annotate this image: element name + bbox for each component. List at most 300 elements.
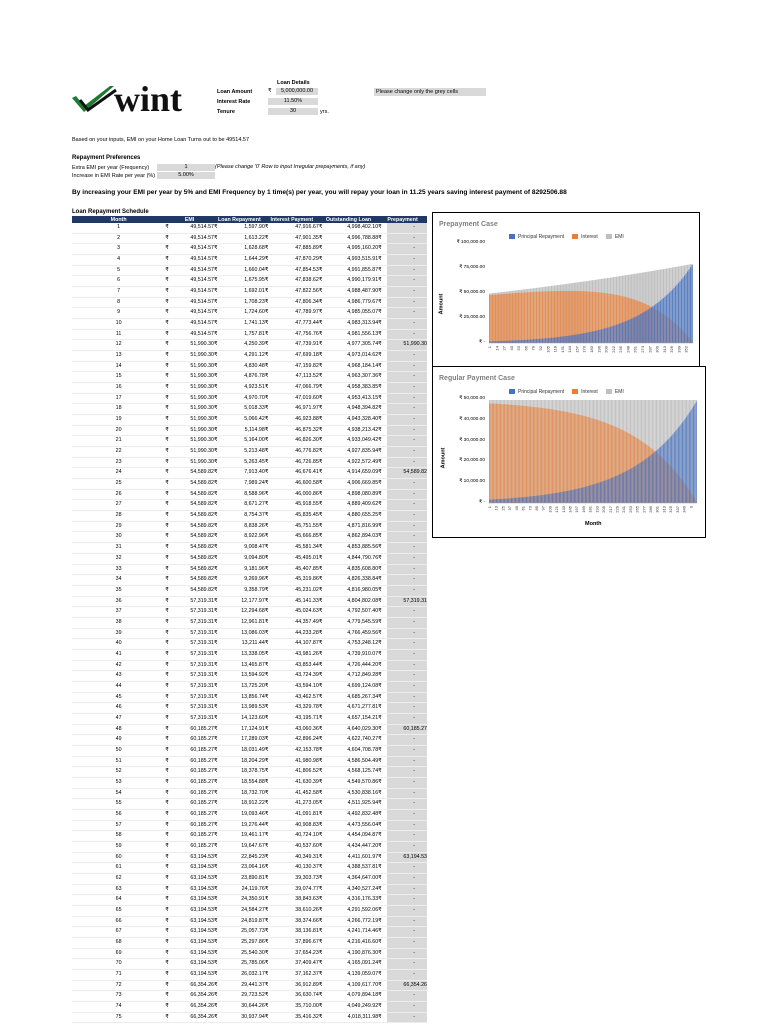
- principal-bar: [636, 316, 637, 343]
- prepayment-cell[interactable]: -: [387, 511, 427, 522]
- prepayment-cell[interactable]: -: [387, 820, 427, 831]
- prepayment-cell[interactable]: -: [387, 970, 427, 981]
- emi-cell: 63,194.53: [174, 873, 214, 884]
- x-tick-label: 337: [674, 506, 680, 513]
- bar-group: [516, 290, 517, 343]
- currency-cell: ₹: [265, 703, 273, 714]
- interest-payment-cell: 43,853.44: [273, 660, 319, 671]
- month-cell: 58: [72, 831, 165, 842]
- bar-group: [631, 274, 632, 343]
- prepayment-cell[interactable]: -: [387, 553, 427, 564]
- principal-bar: [542, 339, 543, 343]
- prepayment-cell[interactable]: -: [387, 649, 427, 660]
- table-row: [72, 297, 427, 308]
- prepayment-cell[interactable]: -: [387, 543, 427, 554]
- month-cell: 16: [72, 383, 165, 394]
- bar-group: [525, 289, 526, 343]
- principal-bar: [663, 298, 664, 343]
- principal-bar: [575, 335, 576, 343]
- currency-cell: ₹: [319, 681, 327, 692]
- x-tick-label: 131: [559, 346, 565, 353]
- outstanding-loan-cell: 4,753,248.12: [327, 639, 378, 650]
- currency-cell: ₹: [265, 1012, 273, 1023]
- currency-cell: ₹: [265, 393, 273, 404]
- prepayment-cell[interactable]: -: [387, 564, 427, 575]
- prepayment-cell[interactable]: -: [387, 244, 427, 255]
- extra-emi-input[interactable]: 1: [157, 164, 215, 171]
- table-row: [72, 671, 427, 682]
- interest-bar: [559, 291, 560, 343]
- prepayment-cell[interactable]: -: [387, 895, 427, 906]
- month-cell: 49: [72, 735, 165, 746]
- currency-cell: ₹: [265, 489, 273, 500]
- prepayment-cell[interactable]: -: [387, 959, 427, 970]
- prepayment-cell[interactable]: -: [387, 681, 427, 692]
- month-cell: 68: [72, 938, 165, 949]
- bar-group: [546, 286, 547, 343]
- currency-cell: ₹: [319, 884, 327, 895]
- prepayment-cell[interactable]: -: [387, 489, 427, 500]
- loan-repayment-cell: 4,923.51: [222, 383, 264, 394]
- check-mark-logo-icon: [70, 84, 118, 118]
- loan-repayment-cell: 1,675.95: [222, 276, 264, 287]
- currency-cell: ₹: [165, 479, 173, 490]
- prepayment-cell[interactable]: 54,589.82: [387, 468, 427, 479]
- table-row: [72, 735, 427, 746]
- month-cell: 12: [72, 340, 165, 351]
- interest-rate-label: Interest Rate: [217, 99, 251, 105]
- principal-bar: [633, 318, 634, 343]
- prepayment-cell[interactable]: -: [387, 532, 427, 543]
- currency-cell: ₹: [265, 553, 273, 564]
- currency-cell: ₹: [319, 575, 327, 586]
- currency-cell: ₹: [165, 831, 173, 842]
- prepayment-cell[interactable]: -: [387, 223, 427, 233]
- prepayment-cell[interactable]: -: [387, 788, 427, 799]
- currency-cell: ₹: [378, 553, 386, 564]
- bar-group: [622, 276, 623, 343]
- prepayment-cell[interactable]: -: [387, 639, 427, 650]
- loan-repayment-cell: 9,094.80: [222, 553, 264, 564]
- principal-bar: [637, 316, 638, 343]
- y-tick-label: ₹ 50,000.00: [459, 396, 485, 401]
- prepayment-cell[interactable]: -: [387, 607, 427, 618]
- prepayment-cell[interactable]: -: [387, 287, 427, 298]
- outstanding-loan-cell: 4,266,772.19: [327, 916, 378, 927]
- month-cell: 69: [72, 948, 165, 959]
- prepayment-cell[interactable]: -: [387, 447, 427, 458]
- chart1-title: Prepayment Case: [439, 221, 498, 228]
- interest-payment-cell: 37,409.47: [273, 959, 319, 970]
- currency-cell: ₹: [265, 340, 273, 351]
- principal-bar: [602, 329, 603, 343]
- loan-repayment-cell: 25,540.30: [222, 948, 264, 959]
- emi-cell: 54,589.82: [174, 575, 214, 586]
- prepayment-cell[interactable]: -: [387, 372, 427, 383]
- principal-bar: [534, 339, 535, 343]
- currency-cell: ₹: [378, 404, 386, 415]
- interest-bar: [497, 294, 498, 343]
- principal-bar: [536, 339, 537, 343]
- interest-bar: [542, 291, 543, 343]
- loan-repayment-cell: 25,297.86: [222, 938, 264, 949]
- outstanding-loan-cell: 4,568,125.74: [327, 767, 378, 778]
- principal-bar: [614, 325, 615, 343]
- interest-payment-cell: 45,581.34: [273, 543, 319, 554]
- principal-bar: [569, 336, 570, 343]
- principal-bar: [513, 340, 514, 343]
- prepayment-cell[interactable]: -: [387, 276, 427, 287]
- principal-bar: [651, 307, 652, 343]
- prepayment-cell[interactable]: -: [387, 863, 427, 874]
- x-tick-label: 170: [581, 346, 587, 353]
- prepayment-cell[interactable]: -: [387, 351, 427, 362]
- currency-cell: ₹: [319, 276, 327, 287]
- interest-bar: [560, 291, 561, 343]
- bar-group: [636, 274, 637, 343]
- currency-cell: ₹: [165, 361, 173, 372]
- currency-cell: ₹: [378, 841, 386, 852]
- currency-cell: ₹: [319, 980, 327, 991]
- currency-cell: ₹: [214, 457, 222, 468]
- currency-cell: ₹: [214, 383, 222, 394]
- prepayment-cell[interactable]: -: [387, 329, 427, 340]
- outstanding-loan-cell: 4,079,894.18: [327, 991, 378, 1002]
- month-cell: 42: [72, 660, 165, 671]
- prepayment-cell[interactable]: -: [387, 457, 427, 468]
- currency-cell: ₹: [165, 233, 173, 244]
- currency-cell: ₹: [265, 543, 273, 554]
- principal-bar: [604, 328, 605, 343]
- principal-bar: [512, 341, 513, 343]
- currency-cell: ₹: [165, 777, 173, 788]
- month-cell: 36: [72, 596, 165, 607]
- prepayment-cell[interactable]: -: [387, 255, 427, 266]
- principal-bar: [640, 314, 641, 343]
- loan-amount-input[interactable]: 5,000,000.00: [276, 88, 318, 95]
- prepayment-cell[interactable]: -: [387, 671, 427, 682]
- loan-repayment-cell: 22,845.23: [222, 852, 264, 863]
- principal-bar: [616, 325, 617, 343]
- emi-cell: 51,990.30: [174, 393, 214, 404]
- y-tick-label: ₹ 100,000.00: [456, 240, 485, 245]
- outstanding-loan-cell: 4,216,416.60: [327, 938, 378, 949]
- regular-payment-case-chart-panel: [432, 366, 706, 538]
- tenure-input[interactable]: 30: [268, 108, 318, 115]
- interest-rate-input[interactable]: 11.50%: [268, 98, 318, 105]
- currency-cell: ₹: [165, 820, 173, 831]
- currency-cell: ₹: [214, 991, 222, 1002]
- outstanding-loan-cell: 4,622,740.27: [327, 735, 378, 746]
- table-row: [72, 895, 427, 906]
- currency-cell: ₹: [378, 660, 386, 671]
- x-tick-label: 301: [654, 506, 660, 513]
- month-cell: 32: [72, 553, 165, 564]
- currency-cell: ₹: [265, 521, 273, 532]
- currency-cell: ₹: [265, 809, 273, 820]
- prepayment-cell[interactable]: -: [387, 692, 427, 703]
- currency-cell: ₹: [319, 393, 327, 404]
- prepayment-cell[interactable]: -: [387, 404, 427, 415]
- prepayment-cell[interactable]: -: [387, 308, 427, 319]
- table-row: [72, 713, 427, 724]
- currency-cell: ₹: [378, 927, 386, 938]
- principal-bar: [631, 319, 632, 343]
- principal-bar: [690, 267, 691, 343]
- prepayment-cell[interactable]: -: [387, 415, 427, 426]
- currency-cell: ₹: [265, 841, 273, 852]
- prepayment-cell[interactable]: -: [387, 361, 427, 372]
- prepayment-cell[interactable]: -: [387, 767, 427, 778]
- outstanding-loan-cell: 4,779,545.59: [327, 617, 378, 628]
- outstanding-loan-cell: 4,995,160.20: [327, 244, 378, 255]
- interest-payment-cell: 45,495.01: [273, 553, 319, 564]
- prepayment-cell[interactable]: -: [387, 735, 427, 746]
- interest-payment-cell: 37,896.67: [273, 938, 319, 949]
- currency-cell: ₹: [319, 703, 327, 714]
- emi-cell: 54,589.82: [174, 479, 214, 490]
- prepayment-cell[interactable]: -: [387, 927, 427, 938]
- currency-cell: ₹: [319, 265, 327, 276]
- currency-cell: ₹: [265, 916, 273, 927]
- prepayment-cell[interactable]: -: [387, 319, 427, 330]
- outstanding-loan-cell: 4,985,055.07: [327, 308, 378, 319]
- prepayment-cell[interactable]: 60,185.27: [387, 724, 427, 735]
- month-cell: 75: [72, 1012, 165, 1023]
- principal-bar: [563, 336, 564, 343]
- currency-cell: ₹: [214, 404, 222, 415]
- outstanding-loan-cell: 4,530,838.16: [327, 788, 378, 799]
- currency-cell: ₹: [319, 852, 327, 863]
- x-tick-label: 326: [669, 346, 675, 353]
- loan-repayment-cell: 30,937.94: [222, 1012, 264, 1023]
- currency-cell: ₹: [165, 1012, 173, 1023]
- prepayment-cell[interactable]: -: [387, 799, 427, 810]
- principal-bar: [649, 308, 650, 343]
- outstanding-loan-cell: 4,139,059.07: [327, 970, 378, 981]
- bar-group: [599, 279, 600, 343]
- interest-payment-cell: 44,357.49: [273, 617, 319, 628]
- prepayment-cell[interactable]: 51,990.30: [387, 340, 427, 351]
- currency-cell: ₹: [319, 841, 327, 852]
- prepayment-cell[interactable]: -: [387, 585, 427, 596]
- currency-cell: ₹: [319, 809, 327, 820]
- bar-group: [534, 288, 535, 343]
- loan-repayment-cell: 19,647.67: [222, 841, 264, 852]
- interest-bar: [522, 293, 523, 343]
- prepayment-cell[interactable]: 66,354.26: [387, 980, 427, 991]
- currency-cell: ₹: [378, 340, 386, 351]
- prepayment-cell[interactable]: -: [387, 713, 427, 724]
- currency-cell: ₹: [214, 681, 222, 692]
- currency-cell: ₹: [378, 788, 386, 799]
- currency-cell: ₹: [214, 479, 222, 490]
- loan-repayment-cell: 9,008.47: [222, 543, 264, 554]
- principal-bar: [593, 331, 594, 343]
- currency-cell: ₹: [265, 468, 273, 479]
- prepayment-cell[interactable]: -: [387, 479, 427, 490]
- prepayment-cell[interactable]: -: [387, 809, 427, 820]
- currency-cell: ₹: [319, 756, 327, 767]
- currency-cell: ₹: [319, 383, 327, 394]
- loan-repayment-cell: 19,093.46: [222, 809, 264, 820]
- bar-group: [584, 281, 585, 343]
- prepayment-cell[interactable]: 57,319.31: [387, 596, 427, 607]
- principal-bar: [566, 336, 567, 343]
- table-row: [72, 767, 427, 778]
- currency-cell: ₹: [165, 703, 173, 714]
- emi-increase-input[interactable]: 5.00%: [157, 172, 215, 179]
- prepayment-cell[interactable]: -: [387, 436, 427, 447]
- prepayment-cell[interactable]: -: [387, 628, 427, 639]
- currency-cell: ₹: [378, 308, 386, 319]
- x-tick-label: 49: [513, 506, 519, 511]
- bar-group: [649, 271, 650, 343]
- x-tick-label: 144: [567, 346, 573, 353]
- emi-cell: 51,990.30: [174, 404, 214, 415]
- currency-cell: ₹: [214, 308, 222, 319]
- loan-amount-label: Loan Amount: [217, 89, 253, 95]
- currency-cell: ₹: [378, 980, 386, 991]
- prepayment-cell[interactable]: -: [387, 575, 427, 586]
- tenure-unit: yrs.: [320, 109, 329, 115]
- prepayment-cell[interactable]: -: [387, 297, 427, 308]
- outstanding-loan-cell: 4,826,338.84: [327, 575, 378, 586]
- table-row: [72, 596, 427, 607]
- loan-repayment-cell: 18,031.49: [222, 745, 264, 756]
- prepayment-cell[interactable]: 63,194.53: [387, 852, 427, 863]
- table-row: [72, 276, 427, 287]
- x-tick-label: 145: [567, 506, 573, 513]
- currency-cell: ₹: [378, 585, 386, 596]
- interest-payment-cell: 47,854.53: [273, 265, 319, 276]
- bar-group: [613, 277, 614, 343]
- prepayment-cell[interactable]: -: [387, 777, 427, 788]
- prepayment-cell[interactable]: -: [387, 873, 427, 884]
- prepayment-cell[interactable]: -: [387, 1002, 427, 1013]
- prepayment-cell[interactable]: -: [387, 265, 427, 276]
- currency-cell: ₹: [378, 916, 386, 927]
- currency-cell: ₹: [378, 372, 386, 383]
- prepayment-cell[interactable]: -: [387, 916, 427, 927]
- interest-payment-cell: 45,231.02: [273, 585, 319, 596]
- bar-group: [540, 287, 541, 343]
- currency-cell: ₹: [319, 585, 327, 596]
- prepayment-cell[interactable]: -: [387, 831, 427, 842]
- currency-cell: ₹: [214, 265, 222, 276]
- currency-cell: ₹: [165, 649, 173, 660]
- principal-bar: [507, 341, 508, 343]
- table-row: [72, 521, 427, 532]
- principal-bar: [528, 340, 529, 343]
- prepayment-cell[interactable]: -: [387, 1012, 427, 1023]
- prepayment-cell[interactable]: -: [387, 233, 427, 244]
- prepayment-cell[interactable]: -: [387, 938, 427, 949]
- month-cell: 15: [72, 372, 165, 383]
- prepayment-cell[interactable]: -: [387, 703, 427, 714]
- interest-payment-cell: 47,699.18: [273, 351, 319, 362]
- prepayment-cell[interactable]: -: [387, 617, 427, 628]
- outstanding-loan-cell: 4,991,855.87: [327, 265, 378, 276]
- prepayment-cell[interactable]: -: [387, 393, 427, 404]
- outstanding-loan-cell: 4,938,213.42: [327, 425, 378, 436]
- interest-bar: [563, 291, 564, 343]
- interest-payment-cell: 47,870.29: [273, 255, 319, 266]
- currency-cell: ₹: [165, 756, 173, 767]
- principal-bar: [664, 297, 665, 343]
- interest-bar: [491, 295, 492, 343]
- currency-cell: ₹: [378, 393, 386, 404]
- loan-repayment-cell: 9,358.79: [222, 585, 264, 596]
- emi-cell: 57,319.31: [174, 660, 214, 671]
- loan-repayment-cell: 1,613.22: [222, 233, 264, 244]
- prepayment-cell[interactable]: -: [387, 906, 427, 917]
- table-row: [72, 308, 427, 319]
- bar-group: [664, 269, 665, 343]
- principal-bar: [666, 295, 667, 343]
- prepayment-cell[interactable]: -: [387, 383, 427, 394]
- table-row: [72, 852, 427, 863]
- currency-cell: ₹: [214, 660, 222, 671]
- prepayment-cell[interactable]: -: [387, 756, 427, 767]
- prepayment-cell[interactable]: -: [387, 884, 427, 895]
- currency-cell: ₹: [165, 841, 173, 852]
- prepayment-cell[interactable]: -: [387, 841, 427, 852]
- bar-group: [637, 273, 638, 343]
- chart1-y-axis-title: Amount: [438, 293, 445, 315]
- currency-cell: ₹: [378, 777, 386, 788]
- currency-cell: ₹: [165, 788, 173, 799]
- month-cell: 41: [72, 649, 165, 660]
- prepayment-cell[interactable]: -: [387, 991, 427, 1002]
- outstanding-loan-cell: 4,998,402.10: [327, 223, 378, 233]
- prepayment-cell[interactable]: -: [387, 660, 427, 671]
- interest-payment-cell: 43,594.10: [273, 681, 319, 692]
- currency-cell: ₹: [165, 553, 173, 564]
- principal-bar: [657, 303, 658, 343]
- currency-cell: ₹: [165, 244, 173, 255]
- table-row: [72, 553, 427, 564]
- month-cell: 46: [72, 703, 165, 714]
- principal-bar: [660, 301, 661, 343]
- emi-cell: 49,514.57: [174, 287, 214, 298]
- prepayment-cell[interactable]: -: [387, 425, 427, 436]
- interest-bar: [562, 291, 563, 343]
- prepayment-cell[interactable]: -: [387, 500, 427, 511]
- currency-cell: ₹: [165, 809, 173, 820]
- chart1-legend: [509, 234, 624, 240]
- emi-cell: 60,185.27: [174, 809, 214, 820]
- prepayment-cell[interactable]: -: [387, 948, 427, 959]
- currency-cell: ₹: [165, 425, 173, 436]
- principal-bar: [560, 337, 561, 343]
- month-cell: 7: [72, 287, 165, 298]
- currency-cell: ₹: [265, 308, 273, 319]
- x-tick-label: 121: [554, 506, 560, 513]
- principal-bar: [646, 310, 647, 343]
- currency-cell: ₹: [319, 660, 327, 671]
- x-tick-label: 183: [589, 346, 594, 353]
- currency-cell: ₹: [378, 596, 386, 607]
- table-row: [72, 809, 427, 820]
- interest-payment-cell: 43,462.57: [273, 692, 319, 703]
- table-row: [72, 265, 427, 276]
- bar-group: [596, 280, 597, 343]
- prepayment-cell[interactable]: -: [387, 745, 427, 756]
- interest-bar: [539, 292, 540, 343]
- repayment-preferences-title: Repayment Preferences: [72, 155, 141, 161]
- prepayment-cell[interactable]: -: [387, 521, 427, 532]
